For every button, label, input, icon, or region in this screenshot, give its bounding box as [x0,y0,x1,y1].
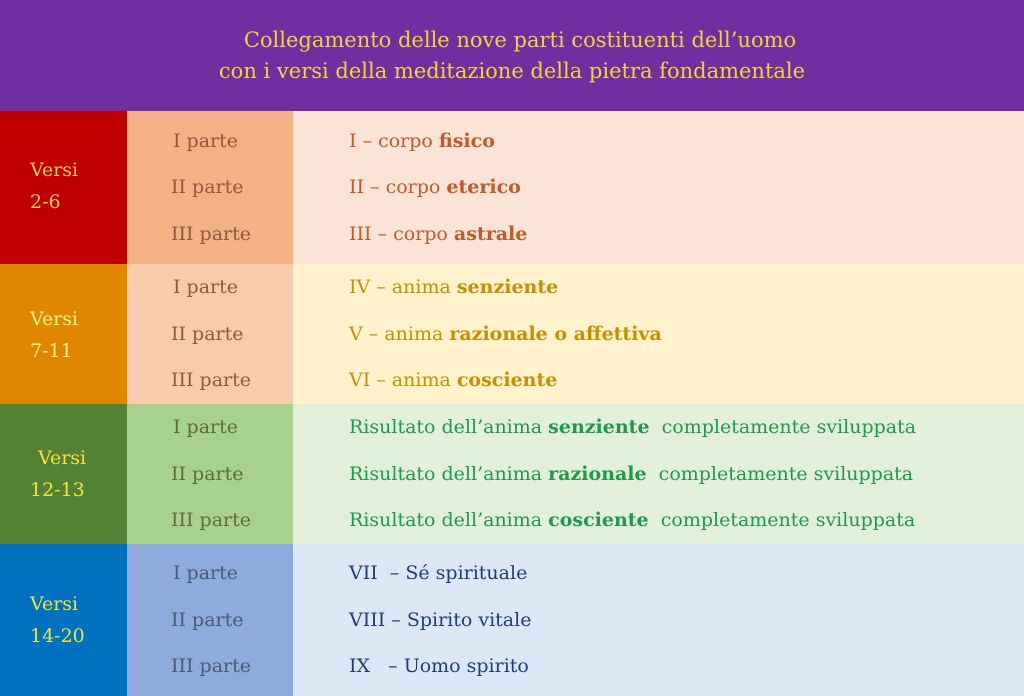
verse-label-cell [0,404,127,544]
verse-label-range: 14-20 [30,625,85,647]
verse-label [30,588,85,652]
part-label: II parte [171,608,244,631]
group-versi-12-13 [0,404,1024,544]
verse-label-range: 7-11 [30,340,73,362]
desc-bold: astrale [453,222,528,245]
verse-label-range: 2-6 [30,191,61,213]
verse-label-word: Versi [30,593,79,615]
desc-prefix: III – corpo [349,222,454,245]
desc-prefix: Risultato dell’anima [349,509,549,532]
desc-bold: fisico [438,129,495,152]
description-column [293,544,1024,696]
verse-label-word: Versi [38,447,87,469]
part-label: III parte [171,655,252,678]
desc-bold: cosciente [548,509,649,532]
part-label: I parte [173,129,238,152]
title-line-1: Collegamento delle nove parti costituenti dell’uomo [243,27,797,52]
desc-prefix: IX – Uomo spirito [349,655,529,678]
description-row [293,597,1024,644]
group-versi-2-6 [0,111,1024,264]
part-label: III parte [171,509,252,532]
description-row [293,550,1024,597]
desc-prefix: VIII – Spirito vitale [349,608,532,631]
group-versi-7-11 [0,264,1024,404]
description-row [293,497,1024,544]
verse-label [30,303,78,367]
description-column [293,264,1024,404]
verse-label [30,154,78,218]
verse-label-range: 12-13 [30,479,85,501]
desc-bold: razionale [548,462,647,485]
parts-column [127,111,293,264]
verse-label-word: Versi [30,159,79,181]
desc-bold: senziente [548,416,650,439]
title-banner [0,0,1024,111]
part-label: III parte [171,222,252,245]
part-label: I parte [173,276,238,299]
verse-label-cell [0,264,127,404]
description-row [293,643,1024,690]
desc-prefix: V – anima [349,322,450,345]
parts-column [127,544,293,696]
desc-bold: senziente [456,276,559,299]
description-row [293,264,1024,311]
description-row [293,118,1024,165]
desc-prefix: Risultato dell’anima [349,416,549,439]
verse-label-word: Versi [30,308,79,330]
part-label: I parte [173,562,238,585]
verse-label [30,442,87,506]
desc-prefix: VII – Sé spirituale [349,562,528,585]
desc-suffix: completamente sviluppata [649,416,917,439]
desc-prefix: VI – anima [349,369,457,392]
parts-column [127,264,293,404]
desc-prefix: II – corpo [349,176,447,199]
part-label: II parte [171,462,244,485]
description-column [293,111,1024,264]
verse-label-cell [0,111,127,264]
desc-suffix: completamente sviluppata [648,509,916,532]
part-label: III parte [171,369,252,392]
description-row [293,404,1024,451]
description-row [293,164,1024,211]
part-label: II parte [171,322,244,345]
verse-label-cell [0,544,127,696]
desc-prefix: Risultato dell’anima [349,462,549,485]
part-label: I parte [173,416,238,439]
desc-prefix: I – corpo [349,129,439,152]
desc-bold: cosciente [456,369,558,392]
desc-bold: razionale o affettiva [449,322,662,345]
group-versi-14-20 [0,544,1024,696]
description-row [293,357,1024,404]
description-row [293,211,1024,258]
description-column [293,404,1024,544]
parts-column [127,404,293,544]
description-row [293,451,1024,498]
description-row [293,311,1024,358]
desc-suffix: completamente sviluppata [646,462,914,485]
desc-prefix: IV – anima [349,276,457,299]
desc-bold: eterico [446,176,521,199]
part-label: II parte [171,176,244,199]
title-line-2: con i versi della meditazione della pietra fondamentale [218,58,806,83]
